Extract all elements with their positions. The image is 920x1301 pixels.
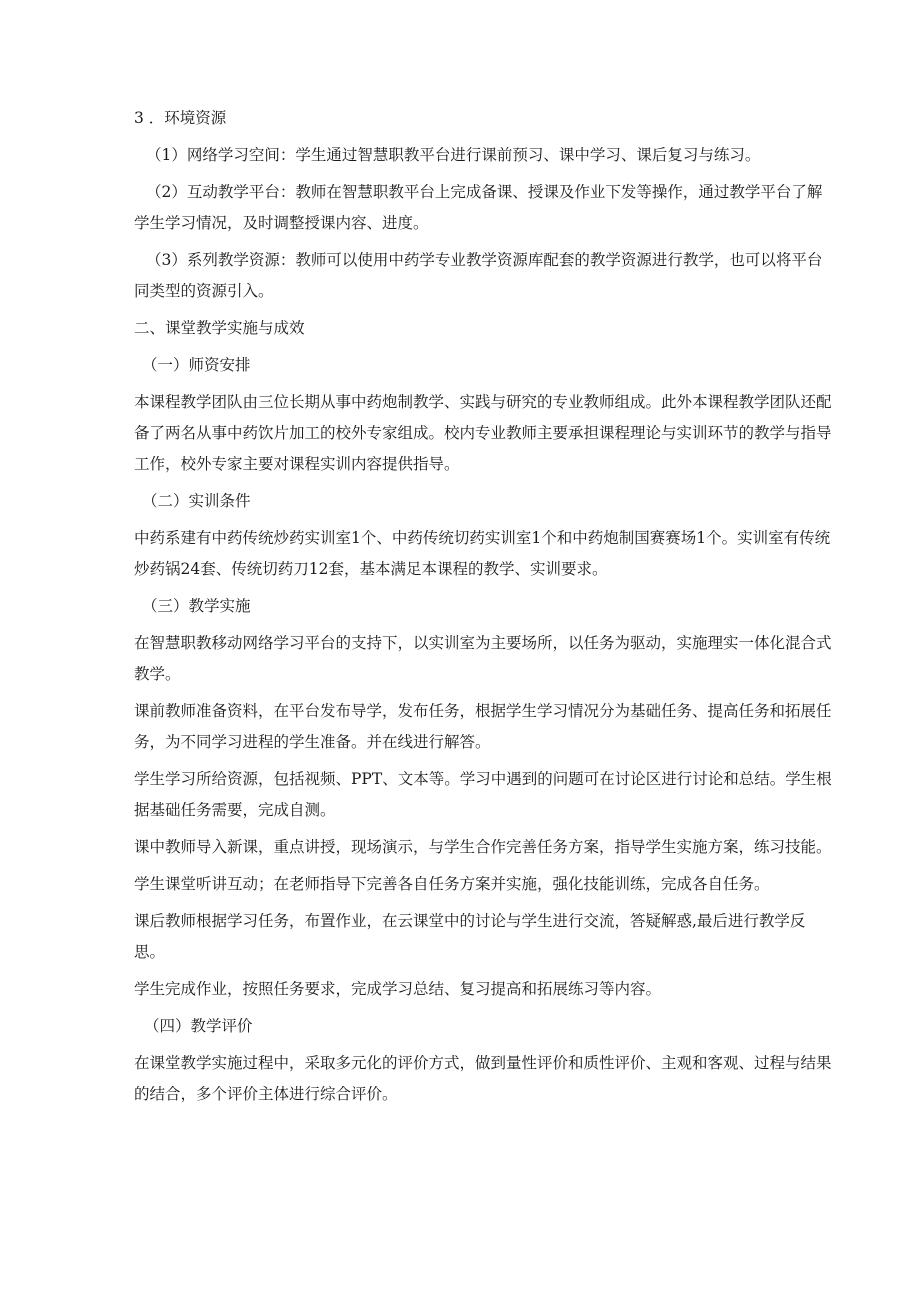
section3-item-network: （1）网络学习空间：学生通过智慧职教平台进行课前预习、课中学习、课后复习与练习。 [146,146,761,164]
sub1-heading: （一）师资安排 [142,356,251,374]
section3-item-resources: （3）系列教学资源：教师可以使用中药学专业教学资源库配套的教学资源进行教学，也可以将平台同类型的资源引入。 [134,251,823,300]
document-body [134,103,834,1116]
sub3-paragraph: 学生课堂听讲互动；在老师指导下完善各自任务方案并实施，强化技能训练，完成各自任务。 [134,875,770,893]
sub2-heading: （二）实训条件 [142,492,251,510]
sub3-paragraph: 课后教师根据学习任务，布置作业，在云课堂中的讨论与学生进行交流，答疑解惑,最后进行教学反思。 [134,912,806,961]
sub4-heading: （四）教学评价 [144,1017,253,1035]
sub1-body: 本课程教学团队由三位长期从事中药炮制教学、实践与研究的专业教师组成。此外本课程教学团队还配备了两名从事中药饮片加工的校外专家组成。校内专业教师主要承担课程理论与实训环节的教学与指导工作，校外专家主要对课程实训内容提供指导。 [134,393,832,473]
part2-heading: 二、课堂教学实施与成效 [134,319,305,337]
sub2-body: 中药系建有中药传统炒药实训室1个、中药传统切药实训室1个和中药炮制国赛赛场1个。实训室有传统炒药锅24套、传统切药刀12套，基本满足本课程的教学、实训要求。 [134,529,831,578]
section3-title: 3 ．环境资源 [134,109,227,127]
sub3-paragraph: 在智慧职教移动网络学习平台的支持下，以实训室为主要场所，以任务为驱动，实施理实一体化混合式教学。 [134,634,832,683]
sub3-paragraph: 学生学习所给资源，包括视频、PPT、文本等。学习中遇到的问题可在讨论区进行讨论和总结。学生根据基础任务需要，完成自测。 [134,770,832,819]
sub3-paragraph: 课中教师导入新课，重点讲授，现场演示，与学生合作完善任务方案，指导学生实施方案，练习技能。 [134,838,832,856]
sub3-paragraph: 课前教师准备资料，在平台发布导学，发布任务，根据学生学习情况分为基础任务、提高任务和拓展任务，为不同学习进程的学生准备。并在线进行解答。 [134,702,832,751]
sub4-body: 在课堂教学实施过程中，采取多元化的评价方式，做到量性评价和质性评价、主观和客观、过程与结果的结合，多个评价主体进行综合评价。 [134,1054,832,1103]
section3-item-interactive: （2）互动教学平台：教师在智慧职教平台上完成备课、授课及作业下发等操作，通过教学平台了解学生学习情况，及时调整授课内容、进度。 [134,183,823,232]
sub3-paragraph: 学生完成作业，按照任务要求，完成学习总结、复习提高和拓展练习等内容。 [134,980,662,998]
sub3-heading: （三）教学实施 [142,597,251,615]
